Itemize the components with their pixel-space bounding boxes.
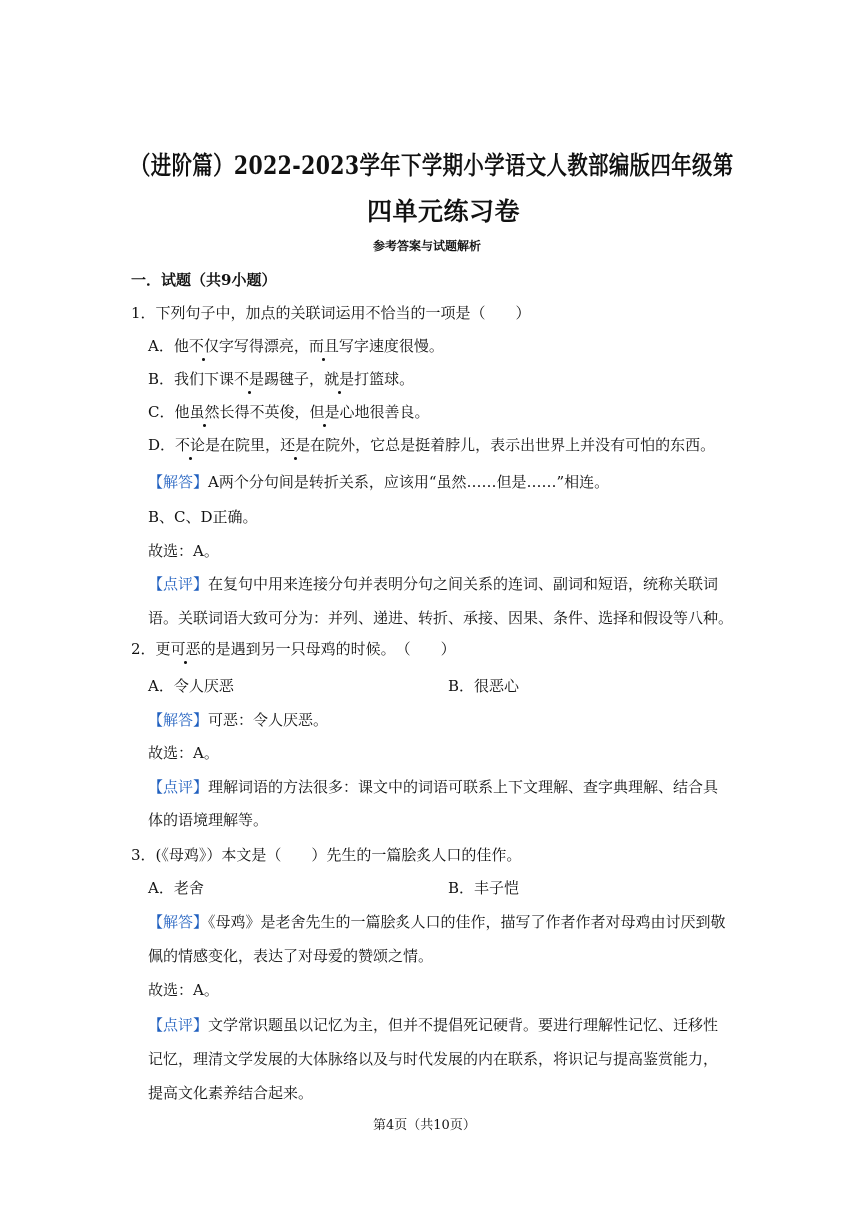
q1-option-b: B．我们下课不是踢毽子，就是打篮球。 (148, 370, 415, 388)
dotted-keyword: 可恶 (170, 640, 201, 658)
question-1 (131, 303, 531, 323)
answer-tag: 【解答】 (148, 711, 209, 729)
comment-tag: 【点评】 (148, 575, 209, 593)
page-subtitle: 参考答案与试题解析 (373, 239, 482, 253)
q2-answer: 【解答】可恶：令人厌恶。 (148, 711, 329, 729)
q3-answer: 【解答】《母鸡》是老舍先生的一篇脍炙人口的佳作，描写了作者作者对母鸡由讨厌到敬 (148, 913, 726, 931)
q1-option-a: A．他不仅字写得漂亮，而且写字速度很慢。 (148, 337, 444, 355)
q1-choice: 故选：A。 (148, 542, 219, 560)
question-2: 2．更可恶的是遇到另一只母鸡的时候。 （ ） (131, 640, 456, 658)
comment-tag: 【点评】 (148, 778, 209, 796)
dotted-keyword: 还是 (280, 436, 311, 454)
question-stem: 下列句子中，加点的关联词运用不恰当的一项是（ ） (155, 304, 531, 322)
q3-comment-line3: 提高文化素养结合起来。 (148, 1084, 314, 1102)
q1-comment: 【点评】在复句中用来连接分句并表明分句之间关系的连词、副词和短语，统称关联词 (148, 575, 719, 593)
dotted-keyword: 不论 (175, 436, 206, 454)
q2-comment-line2: 体的语境理解等。 (148, 811, 269, 829)
section-heading: 一．试题（共9小题） (131, 271, 277, 289)
q1-comment-line2: 语。关联词语大致可分为：并列、递进、转折、承接、因果、条件、选择和假设等八种。 (148, 609, 734, 627)
q2-choice: 故选：A。 (148, 744, 219, 762)
question-number: 1． (131, 304, 156, 322)
q1-option-d: D．不论是在院里，还是在院外，它总是挺着脖儿，表示出世界上并没有可怕的东西。 (148, 436, 716, 454)
q3-comment-line2: 记忆，理清文学发展的大体脉络以及与时代发展的内在联系，将识记与提高鉴赏能力， (148, 1050, 719, 1068)
q2-comment: 【点评】理解词语的方法很多：课文中的词语可联系上下文理解、查字典理解、结合具 (148, 778, 719, 796)
q3-answer-line2: 佩的情感变化，表达了对母爱的赞颂之情。 (148, 947, 434, 965)
dotted-keyword: 就是 (324, 370, 355, 388)
dotted-keyword: 虽然 (189, 403, 220, 421)
dotted-keyword: 不仅 (188, 337, 219, 355)
dotted-keyword: 而且 (308, 337, 339, 355)
comment-tag: 【点评】 (148, 1016, 209, 1034)
q3-option-a: A．老舍 (148, 879, 204, 897)
dotted-keyword: 不是 (234, 370, 265, 388)
page-title-line2: 四单元练习卷 (367, 197, 521, 226)
answer-tag: 【解答】 (148, 473, 209, 491)
page-title-line1: （进阶篇）2022-2023学年下学期小学语文人教部编版四年级第 (130, 151, 734, 180)
q3-option-b: B．丰子恺 (448, 879, 520, 897)
dotted-keyword: 但是 (309, 403, 340, 421)
q2-option-a: A．令人厌恶 (148, 677, 234, 695)
q1-answer: 【解答】A两个分句间是转折关系，应该用“虽然……但是……”相连。 (148, 473, 610, 491)
q1-answer-line2: B、C、D正确。 (148, 508, 258, 526)
q3-comment: 【点评】文学常识题虽以记忆为主，但并不提倡死记硬背。要进行理解性记忆、迁移性 (148, 1016, 719, 1034)
page-footer: 第4页（共10页） (373, 1118, 476, 1133)
question-3: 3．(《母鸡》）本文是（ ）先生的一篇脍炙人口的佳作。 (131, 846, 522, 864)
answer-tag: 【解答】 (148, 913, 209, 931)
q1-option-c: C．他虽然长得不英俊，但是心地很善良。 (148, 403, 430, 421)
q3-choice: 故选：A。 (148, 981, 219, 999)
q2-option-b: B．很恶心 (448, 677, 520, 695)
